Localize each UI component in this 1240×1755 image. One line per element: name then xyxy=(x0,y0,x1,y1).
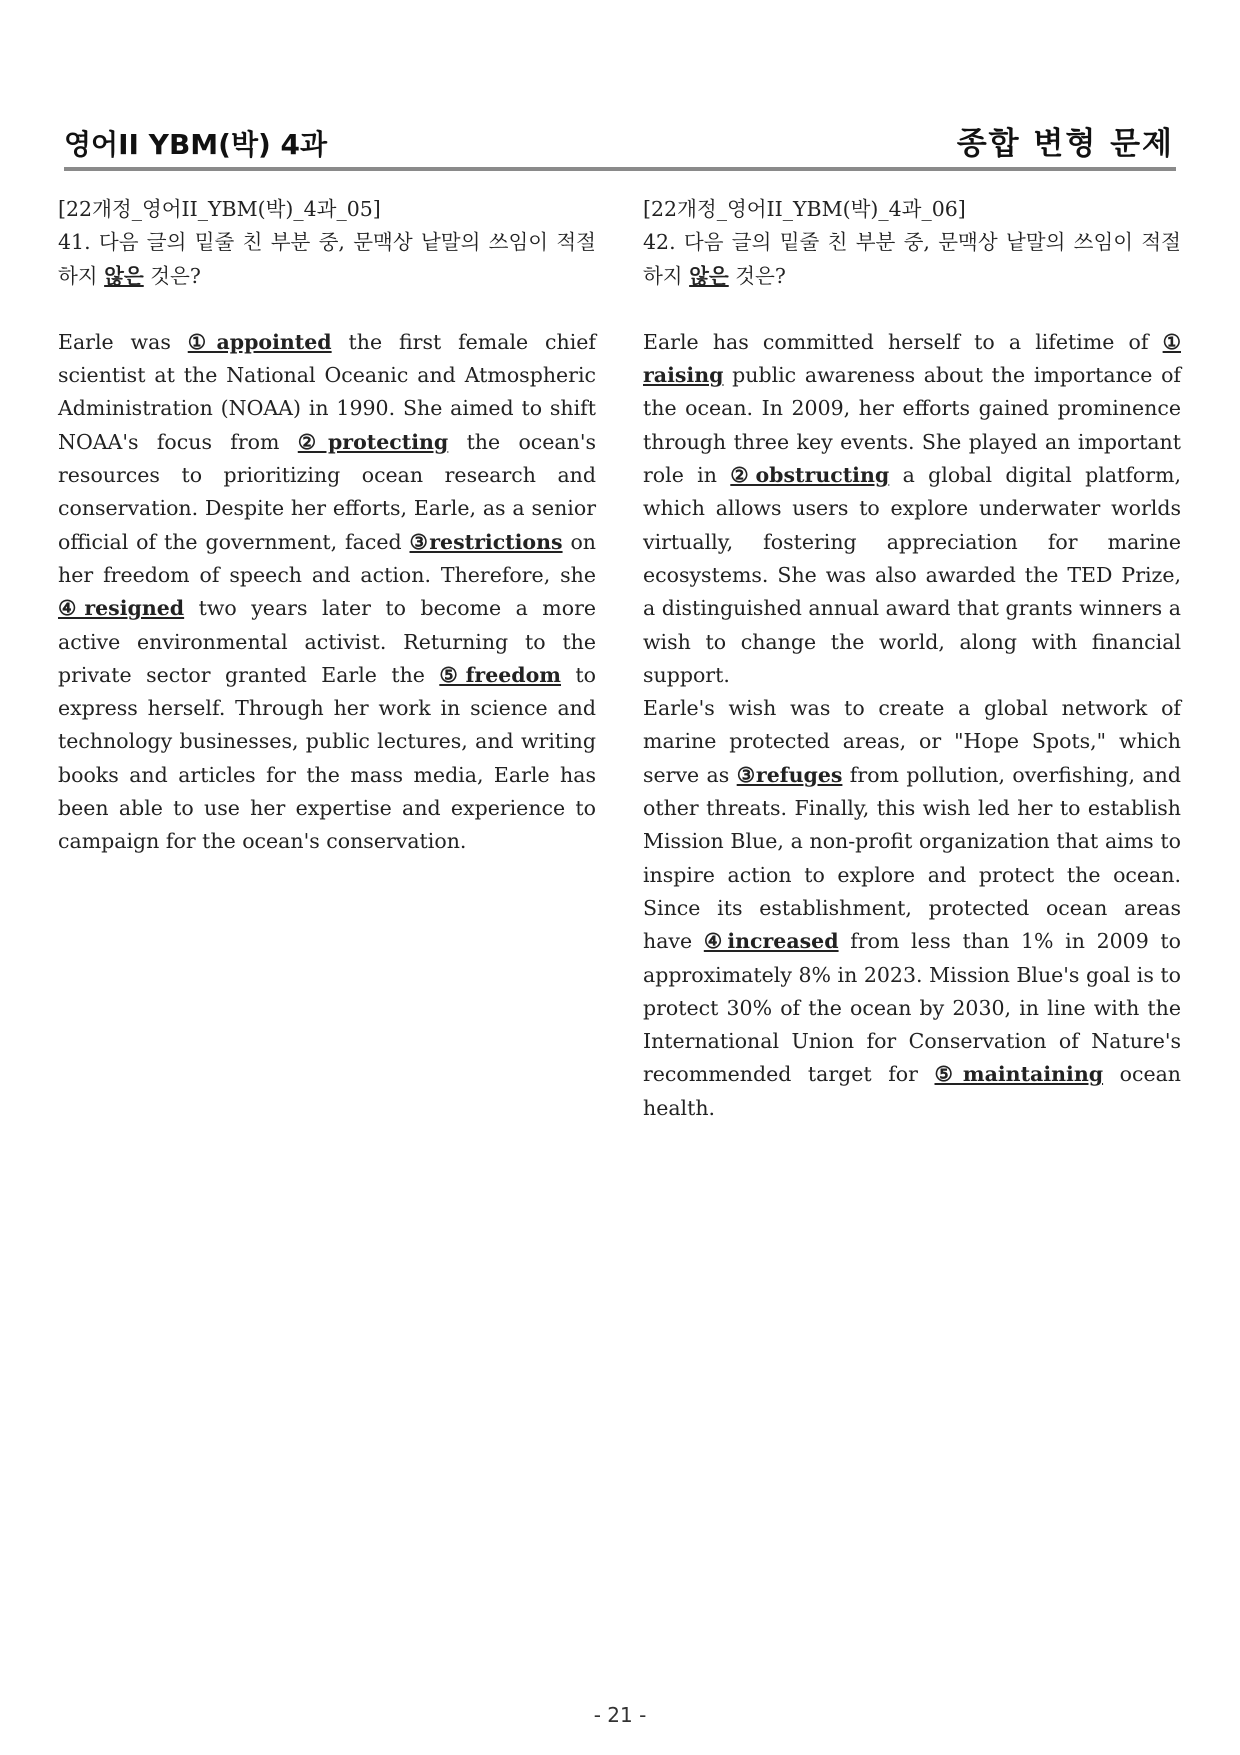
underlined-choice: ③restrictions xyxy=(409,529,563,554)
question-prompt xyxy=(643,226,1181,293)
header-left-title: 영어II YBM(박) 4과 xyxy=(64,128,328,161)
passage-text: public awareness about the importance of the ocean. In 2009, her efforts gained prominence through three key events. She played an important role in xyxy=(643,363,1181,488)
underlined-choice: ②protecting xyxy=(297,429,449,454)
prompt-text: 42. 다음 글의 밑줄 친 부분 중, 문맥상 낱말의 쓰임이 적절하지 xyxy=(643,230,1181,288)
passage xyxy=(58,326,596,859)
passage-text: Earle's wish was to create a global network of marine protected areas, or "Hope Spots," which serve as xyxy=(643,696,1181,787)
underlined-choice: ④resigned xyxy=(58,596,185,621)
question-42 xyxy=(643,193,1181,1125)
passage-text: to express herself. Through her work in science and technology businesses, public lectures, and writing books and articles for the mass media, Earle has been able to use her expertise and experience to campaign for the ocean's conservation. xyxy=(58,662,596,854)
underlined-choice: ④increased xyxy=(703,929,839,954)
underlined-choice: ③refuges xyxy=(736,762,843,787)
question-code: [22개정_영어II_YBM(박)_4과_05] xyxy=(58,197,381,221)
passage-text: two years later to become a more active environmental activist. Returning to the private sector granted Earle the xyxy=(58,596,597,687)
question-code: [22개정_영어II_YBM(박)_4과_06] xyxy=(643,197,966,221)
underlined-choice: ⑤maintaining xyxy=(934,1062,1104,1087)
question-41 xyxy=(58,193,596,859)
passage-text: on her freedom of speech and action. Therefore, she xyxy=(58,529,596,587)
passage-text: Earle has committed herself to a lifetime of xyxy=(643,329,1163,354)
passage-text: the ocean's resources to prioritizing ocean research and conservation. Despite her efforts, Earle, as a senior official of the government, faced xyxy=(58,429,596,554)
passage-text: ocean health. xyxy=(643,1062,1181,1120)
passage-paragraph xyxy=(58,326,596,859)
underlined-choice: ①appointed xyxy=(187,329,332,354)
passage-text: a global digital platform, which allows users to explore underwater worlds virtually, fostering appreciation for marine ecosystems. She was also awarded the TED Prize, a distinguished annual award that grants winners a wish to change the world, along with financial support. xyxy=(643,463,1181,687)
underlined-choice: ⑤freedom xyxy=(439,662,561,687)
passage xyxy=(643,326,1181,1125)
passage-text: from less than 1% in 2009 to approximately 8% in 2023. Mission Blue's goal is to protect 30% of the ocean by 2030, in line with the International Union for Conservation of Nature's recommended target for xyxy=(643,929,1181,1087)
underlined-choice: ① raising xyxy=(643,329,1181,388)
prompt-text-end: 것은? xyxy=(143,263,201,288)
question-prompt xyxy=(58,226,596,293)
passage-text: Earle was xyxy=(58,329,188,354)
prompt-text-end: 것은? xyxy=(728,263,786,288)
passage-text: the first female chief scientist at the National Oceanic and Atmospheric Administration (NOAA) in 1990. She aimed to shift NOAA's focus from xyxy=(58,329,596,454)
prompt-emphasis: 않은 xyxy=(689,263,729,288)
passage-paragraph xyxy=(643,692,1181,1125)
underlined-choice: ②obstructing xyxy=(730,463,890,488)
passage-text: from pollution, overfishing, and other threats. Finally, this wish led her to establish Mission Blue, a non-profit organization that aims to inspire action to explore and protect the ocean. Since its establishment, protected ocean areas have xyxy=(643,762,1181,954)
prompt-emphasis: 않은 xyxy=(104,263,144,288)
passage-paragraph xyxy=(643,326,1181,692)
header-divider xyxy=(64,167,1176,171)
page-number: - 21 - xyxy=(593,1703,647,1727)
page-header xyxy=(64,118,1174,163)
prompt-text: 41. 다음 글의 밑줄 친 부분 중, 문맥상 낱말의 쓰임이 적절하지 xyxy=(58,230,596,288)
header-right-title: 종합 변형 문제 xyxy=(956,126,1174,162)
